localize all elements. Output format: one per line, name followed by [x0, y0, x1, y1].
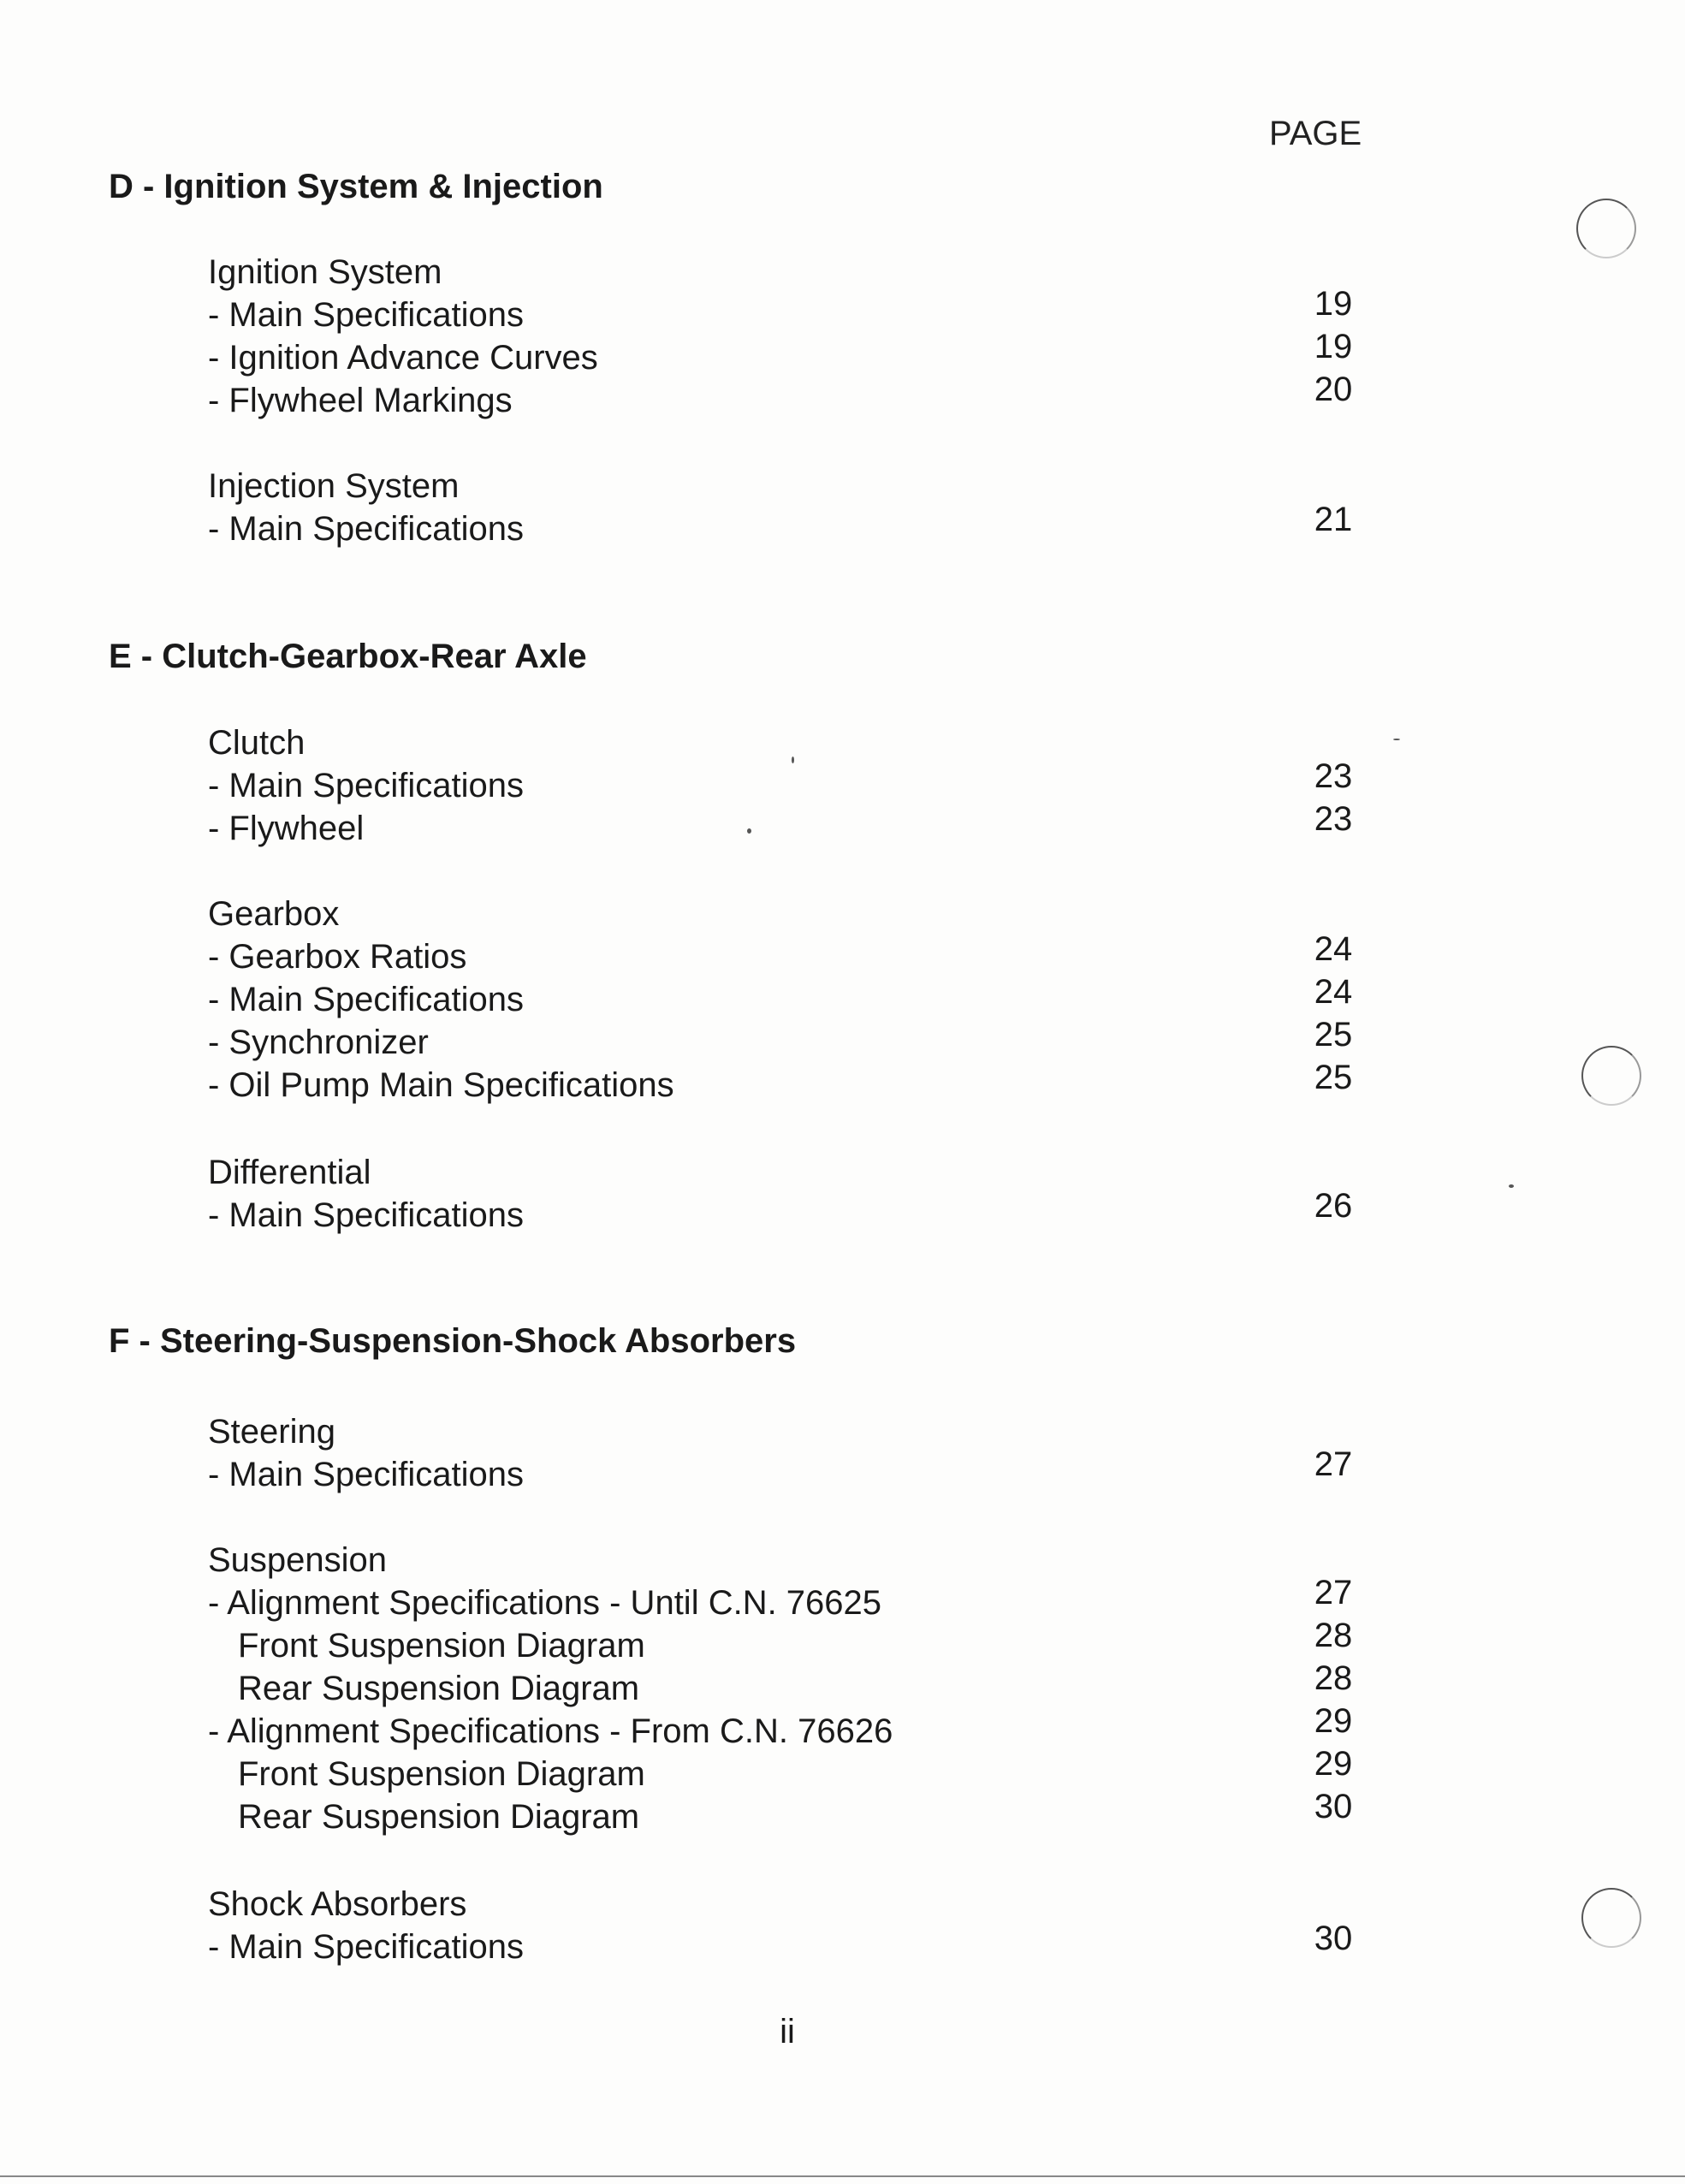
toc-entry[interactable]: - Gearbox Ratios [208, 938, 467, 976]
toc-entry[interactable]: - Main Specifications [208, 1456, 525, 1493]
section-title-d: D - Ignition System & Injection [109, 168, 603, 205]
toc-entry[interactable]: - Alignment Specifications - Until C.N. 76625 [208, 1584, 882, 1622]
toc-page-number[interactable]: 23 [1314, 800, 1353, 838]
toc-subentry[interactable]: Rear Suspension Diagram [238, 1798, 640, 1836]
toc-page-number[interactable]: 19 [1314, 328, 1353, 365]
footer-page-number: ii [780, 2013, 795, 2050]
toc-page-number[interactable]: 28 [1314, 1617, 1353, 1654]
scan-speck [747, 828, 751, 834]
toc-page-number[interactable]: 23 [1314, 757, 1353, 795]
group-heading-differential: Differential [208, 1154, 371, 1191]
toc-page-number[interactable]: 25 [1314, 1059, 1353, 1096]
toc-page-number[interactable]: 27 [1314, 1574, 1353, 1611]
toc-page-number[interactable]: 30 [1314, 1788, 1353, 1825]
toc-page-number[interactable]: 24 [1314, 930, 1353, 968]
toc-entry[interactable]: - Main Specifications [208, 296, 525, 334]
toc-entry[interactable]: - Main Specifications [208, 1928, 525, 1966]
toc-page-number[interactable]: 29 [1314, 1702, 1353, 1740]
group-heading-clutch: Clutch [208, 724, 306, 762]
toc-entry[interactable]: - Main Specifications [208, 767, 525, 804]
scan-speck [792, 757, 794, 763]
toc-entry[interactable]: - Main Specifications [208, 510, 525, 548]
toc-page-number[interactable]: 30 [1314, 1920, 1353, 1957]
toc-page-number[interactable]: 19 [1314, 285, 1353, 323]
toc-page-number[interactable]: 21 [1314, 501, 1353, 538]
group-heading-suspension: Suspension [208, 1541, 388, 1579]
scan-speck [1509, 1184, 1514, 1188]
group-heading-shock-absorbers: Shock Absorbers [208, 1885, 467, 1923]
section-title-e: E - Clutch-Gearbox-Rear Axle [109, 638, 587, 675]
group-heading-injection-system: Injection System [208, 467, 460, 505]
toc-page-number[interactable]: 28 [1314, 1659, 1353, 1697]
scan-edge-line [0, 2175, 1685, 2177]
scan-speck [1393, 739, 1400, 740]
page-column-header: PAGE [1269, 115, 1362, 152]
toc-page-number[interactable]: 26 [1314, 1187, 1353, 1225]
toc-page-number[interactable]: 27 [1314, 1445, 1353, 1483]
toc-entry[interactable]: - Flywheel Markings [208, 382, 513, 419]
toc-entry[interactable]: - Ignition Advance Curves [208, 339, 598, 377]
toc-entry[interactable]: - Oil Pump Main Specifications [208, 1066, 674, 1104]
punch-hole-middle [1581, 1046, 1641, 1106]
toc-page-number[interactable]: 20 [1314, 371, 1353, 408]
toc-subentry[interactable]: Rear Suspension Diagram [238, 1670, 640, 1707]
toc-entry[interactable]: - Synchronizer [208, 1024, 429, 1061]
toc-page-number[interactable]: 29 [1314, 1745, 1353, 1783]
toc-entry[interactable]: - Main Specifications [208, 981, 525, 1018]
punch-hole-bottom [1581, 1888, 1641, 1948]
group-heading-ignition-system: Ignition System [208, 253, 442, 291]
toc-subentry[interactable]: Front Suspension Diagram [238, 1755, 645, 1793]
toc-page-number[interactable]: 25 [1314, 1016, 1353, 1053]
section-title-f: F - Steering-Suspension-Shock Absorbers [109, 1322, 797, 1360]
toc-entry[interactable]: - Flywheel [208, 810, 365, 847]
toc-entry[interactable]: - Main Specifications [208, 1196, 525, 1234]
group-heading-steering: Steering [208, 1413, 335, 1451]
punch-hole-top [1576, 199, 1636, 258]
toc-subentry[interactable]: Front Suspension Diagram [238, 1627, 645, 1665]
toc-page-number[interactable]: 24 [1314, 973, 1353, 1011]
group-heading-gearbox: Gearbox [208, 895, 340, 933]
toc-entry[interactable]: - Alignment Specifications - From C.N. 76626 [208, 1712, 893, 1750]
